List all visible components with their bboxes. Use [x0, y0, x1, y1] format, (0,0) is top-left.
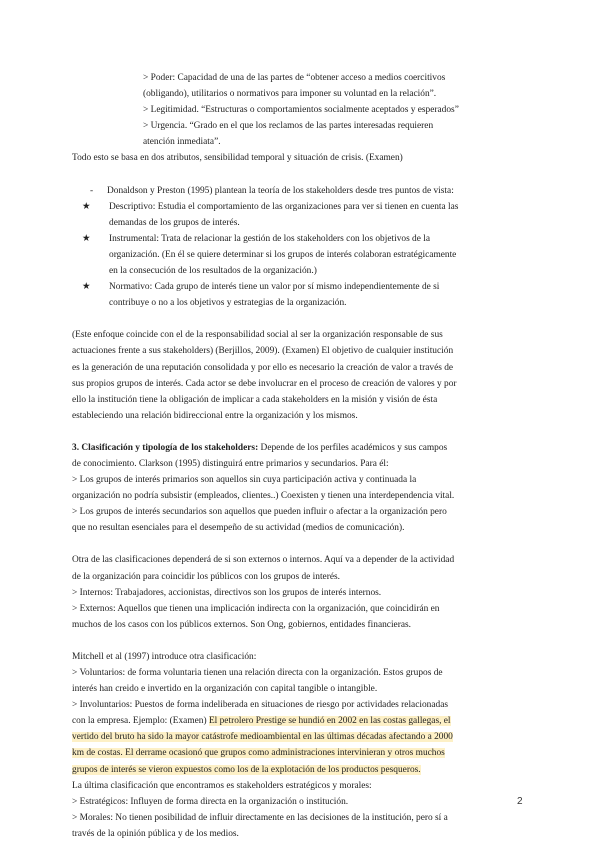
- section-heading-line: [72, 440, 530, 456]
- highlighted-text: grupos de interés se vieron expuestos como los de la explotación de los productos pesqueros.: [72, 764, 421, 775]
- legitimidad-line: > Legitimidad. “Estructuras o comportamientos socialmente aceptados y esperados”: [143, 105, 459, 116]
- page-number: 2: [517, 796, 523, 807]
- text-line: muchos de los casos con los públicos externos. Son Ong, gobiernos, entidades financieras.: [72, 619, 411, 630]
- text-line: > Involuntarios: Puestos de forma indeliberada en situaciones de riesgo por actividades relacionadas: [72, 700, 449, 711]
- text-line: [72, 713, 530, 729]
- paragraph-enfoque: [72, 327, 530, 424]
- list-item: [72, 279, 530, 311]
- text-line: que no resultan esenciales para el desempeño de su actividad (medios de comunicación).: [72, 523, 405, 534]
- text-line: través de la opinión pública y de los medios.: [72, 828, 239, 839]
- section-3: [72, 440, 530, 537]
- text-line: estableciendo una relación bidireccional entre la organización y los mismos.: [72, 410, 358, 421]
- list-item: [72, 183, 530, 199]
- star-icon: ★: [82, 233, 91, 244]
- text-line: actuaciones frente a sus stakeholders) (Berjillos, 2009). (Examen) El objetivo de cualquier institución: [72, 346, 454, 357]
- star-icon: ★: [82, 282, 91, 293]
- list-intro: Donaldson y Preston (1995) plantean la teoría de los stakeholders desde tres puntos de vista:: [107, 185, 454, 196]
- text-line: sus propios grupos de interés. Cada actor se debe involucrar en el proceso de creación de valores y por: [72, 378, 457, 389]
- list-item-text: Normativo: Cada grupo de interés tiene un valor por sí mismo independientemente de si: [109, 282, 440, 293]
- text-line: > Los grupos de interés primarios son aquellos sin cuya participación activa y continuada la: [72, 475, 417, 486]
- text-line: [72, 745, 530, 761]
- page-content: [72, 70, 530, 842]
- text-line: Otra de las clasificaciones dependerá de si son externos o internos. Aquí va a depender de la actividad: [72, 555, 455, 566]
- section-heading: 3. Clasificación y tipología de los stakeholders:: [72, 442, 259, 453]
- text-line: de conocimiento. Clarkson (1995) distinguirá entre primarios y secundarios. Para él:: [72, 458, 389, 469]
- list-item-text: organización. (En él se quiere determinar si los grupos de interés colaboran estratégicamente: [109, 249, 457, 260]
- list-item-text: contribuye o no a los objetivos y estrategias de la organización.: [109, 298, 347, 309]
- list-item: [72, 231, 530, 279]
- text-line: Mitchell et al (1997) introduce otra clasificación:: [72, 651, 257, 662]
- dash-bullet: -: [90, 185, 94, 196]
- text-line: > Internos: Trabajadores, accionistas, directivos son los grupos de interés internos.: [72, 587, 382, 598]
- list-item-text: Descriptivo: Estudia el comportamiento de las organizaciones para ver si tienen en cuenta las: [109, 201, 459, 212]
- paragraph-internos-externos: [72, 552, 530, 632]
- text-line: de la organización para coincidir los públicos con los grupos de interés.: [72, 571, 340, 582]
- highlighted-text: vertido del bruto ha sido la mayor catástrofe medioambiental en las últimas décadas afectando a 2000: [72, 732, 453, 743]
- text-line: es la generación de una reputación consolidada y por ello es necesario la creación de valor a través de: [72, 362, 454, 373]
- text-line: interés han creido e invertido en la organización con capital tangible o intangible.: [72, 684, 378, 695]
- poder-line-2: (obligando), utilitarios o normativos para imponer su voluntad en la relación”.: [143, 89, 437, 100]
- poder-line-1: > Poder: Capacidad de una de las partes de “obtener acceso a medios coercitivos: [143, 73, 446, 83]
- text-line: > Los grupos de interés secundarios son aquellos que pueden influir o afectar a la organización pero: [72, 507, 447, 518]
- highlighted-text: El petrolero Prestige se hundió en 2002 en las costas gallegas, el: [208, 716, 451, 727]
- text-line: [72, 762, 530, 778]
- text-fragment: con la empresa. Ejemplo: (Examen): [72, 716, 209, 727]
- text-line: Depende de los perfiles académicos y sus campos: [258, 442, 448, 453]
- urgencia-line-2: atención inmediata”.: [143, 137, 221, 148]
- text-line: (Este enfoque coincide con el de la responsabilidad social al ser la organización responsable de sus: [72, 330, 443, 341]
- list-item-text: en la consecución de los resultados de la organización.): [109, 266, 317, 277]
- paragraph-mitchell: [72, 649, 530, 842]
- text-line: > Estratégicos: Influyen de forma directa en la organización o institución.: [72, 796, 349, 807]
- text-line: > Morales: No tienen posibilidad de influir directamente en las decisiones de la institución, pero sí a: [72, 812, 448, 823]
- star-icon: ★: [82, 201, 91, 212]
- text-line: La última clasificación que encontramos es stakeholders estratégicos y morales:: [72, 780, 372, 791]
- text-line: organización no podría subsistir (empleados, clientes..) Coexisten y tienen una interdependencia vital.: [72, 491, 455, 502]
- text-line: ello la institución tiene la obligación de implicar a cada stakeholders en la misión y visión de ésta: [72, 394, 438, 405]
- text-line: > Externos: Aquellos que tienen una implicación indirecta con la organización, que coincidirán en: [72, 603, 440, 614]
- attributes-summary: Todo esto se basa en dos atributos, sensibilidad temporal y situación de crisis. (Examen): [72, 153, 403, 164]
- text-line: > Voluntarios: de forma voluntaria tienen una relación directa con la organización. Estos grupos de: [72, 668, 443, 678]
- urgencia-line-1: > Urgencia. “Grado en el que los reclamos de las partes interesadas requieren: [143, 121, 434, 132]
- list-item-text: demandas de los grupos de interés.: [109, 217, 240, 228]
- highlighted-text: km de costas. El derrame ocasionó que grupos como administraciones intervinieran y otros muchos: [72, 748, 445, 759]
- list-item-text: Instrumental: Trata de relacionar la gestión de los stakeholders con los objetivos de la: [109, 233, 431, 244]
- text-line: [72, 729, 530, 745]
- list-item: [72, 199, 530, 231]
